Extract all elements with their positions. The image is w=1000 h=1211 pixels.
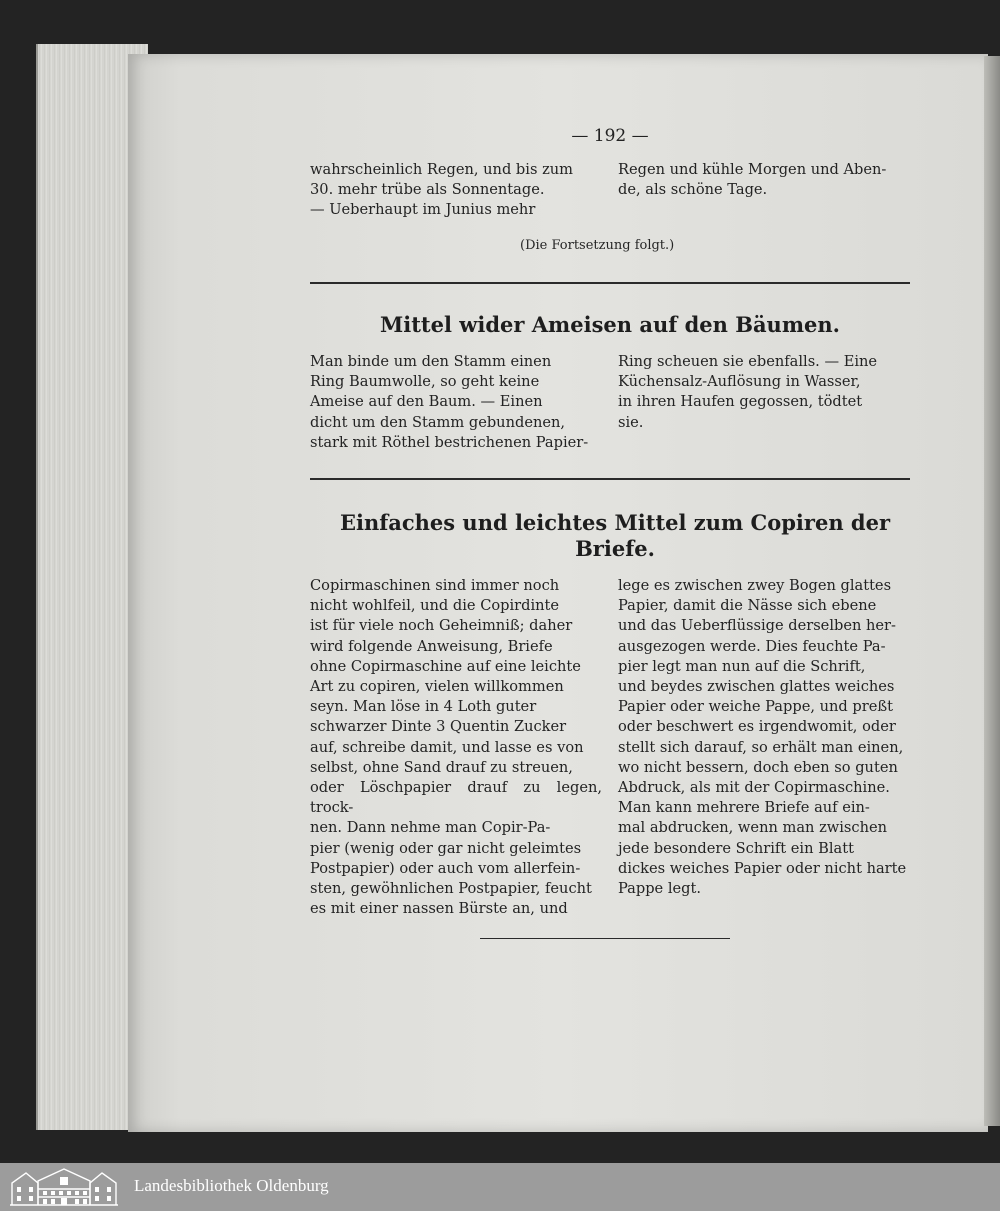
section-divider-1 [310,282,910,284]
article1-left-column [310,352,602,453]
text-line: Man kann mehrere Briefe auf ein- [618,799,870,817]
text-line: und das Ueberflüssige derselben her- [618,617,896,635]
text-line: Abdruck, als mit der Copirmaschine. [618,779,890,797]
text-line: Art zu copiren, vielen willkommen [310,678,564,696]
text-line: Regen und kühle Morgen und Aben- [618,161,887,178]
article1-title: Mittel wider Ameisen auf den Bäumen. [380,312,840,337]
text-line: ohne Copirmaschine auf eine leichte [310,657,581,675]
continuation-right-column [618,160,910,200]
text-line: — Ueberhaupt im Junius mehr [310,201,536,219]
text-line: wird folgende Anweisung, Briefe [310,637,553,655]
text-line: Küchensalz-Auflösung in Wasser, [618,373,861,391]
text-line: ist für viele noch Geheimniß; daher [310,617,573,635]
text-line: selbst, ohne Sand drauf zu streuen, [310,758,573,776]
text-line: wahrscheinlich Regen, und bis zum [310,161,574,178]
text-line: dickes weiches Papier oder nicht harte [618,859,907,877]
text-line: seyn. Man löse in 4 Loth guter [310,698,537,716]
text-line: oder Löschpapier drauf zu legen, trock- [310,779,602,817]
article2-title [320,510,910,562]
text-line: de, als schöne Tage. [618,181,768,199]
text-line: sie. [618,413,644,431]
text-line: mal abdrucken, wenn man zwischen [618,819,888,837]
book-right-edge [984,56,1000,1126]
text-line: nicht wohlfeil, und die Copirdinte [310,597,560,615]
section-divider-2 [310,478,910,480]
article2-title-line2: Briefe. [575,536,655,561]
text-line: oder beschwert es irgendwomit, oder [618,718,896,736]
text-line: jede besondere Schrift ein Blatt [618,839,854,857]
continuation-note: (Die Fortsetzung folgt.) [520,238,675,253]
text-line: dicht um den Stamm gebundenen, [310,413,566,431]
text-line: ausgezogen werde. Dies feuchte Pa- [618,637,886,655]
text-line: nen. Dann nehme man Copir-Pa- [310,819,551,837]
text-line: lege es zwischen zwey Bogen glattes [618,577,892,594]
article2-title-line1: Einfaches und leichtes Mittel zum Copiren der [339,510,891,535]
article2-right-column [618,576,910,899]
closing-divider [480,938,730,939]
text-line: pier legt man nun auf die Schrift, [618,657,866,675]
library-building-icon [8,1167,120,1207]
text-line: und beydes zwischen glattes weiches [618,678,895,696]
text-line: Ameise auf den Baum. — Einen [310,393,543,411]
text-line: stark mit Röthel bestrichenen Papier- [310,433,589,451]
text-line: stellt sich darauf, so erhält man einen, [618,738,904,756]
text-line: Pappe legt. [618,880,701,898]
article1-right-column [618,352,910,433]
text-line: es mit einer nassen Bürste an, und [310,900,568,918]
text-line: auf, schreibe damit, und lasse es von [310,738,584,756]
article2-left-column [310,576,602,919]
text-line: Papier oder weiche Pappe, und preßt [618,698,893,716]
page-number: — 192 — [571,126,649,146]
text-line: 30. mehr trübe als Sonnentage. [310,181,545,199]
text-line: sten, gewöhnlichen Postpapier, feucht [310,880,592,898]
text-line: Postpapier) oder auch vom allerfein- [310,859,581,877]
library-name: Landesbibliothek Oldenburg [134,1176,329,1195]
text-line: in ihren Haufen gegossen, tödtet [618,393,863,411]
text-line: Ring Baumwolle, so geht keine [310,373,540,391]
text-line: Copirmaschinen sind immer noch [310,577,560,594]
footer-bar [0,1163,1000,1211]
text-line: pier (wenig oder gar nicht geleimtes [310,839,582,857]
text-line: Papier, damit die Nässe sich ebene [618,597,877,615]
text-line: Man binde um den Stamm einen [310,353,552,370]
text-line: Ring scheuen sie ebenfalls. — Eine [618,353,878,370]
text-line: schwarzer Dinte 3 Quentin Zucker [310,718,567,736]
text-line: wo nicht bessern, doch eben so guten [618,758,898,776]
continuation-left-column [310,160,602,221]
